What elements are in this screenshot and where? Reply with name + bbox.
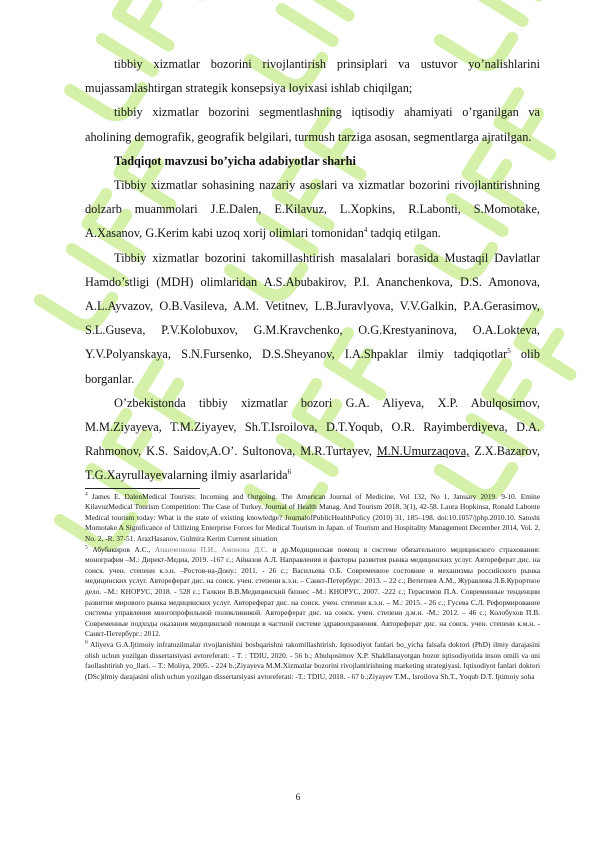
paragraph-4-text: Tibbiy xizmatlar bozorini takomillashtirish masalalari borasida Mustaqil Davlatlar Hamdo’stligi (MDH) olimlaridan A.S.Abubakirov, P.I. Ananchenkova, D.S. Amonova, A.L.Ayvazov, O.B.Vasileva, A.M. Vetitnev, L.B.Juravlyova, V.V.Galkin, P.A.Gerasimov, S.L.Guseva, P.V.Kolobuxov, G.M.Kravchenko, O.G.Krestyaninova, O.A.Lokteva, Y.V.Polyanskaya, S.N.Fursenko, D.S.Sheyanov, I.A.Shpaklar ilmiy tadqiqotlar (85, 250, 540, 362)
footnote-6-number: 6 (85, 639, 88, 646)
paragraph-4-end: olib borganlar. (85, 347, 540, 386)
document-page (85, 52, 540, 682)
section-heading: Tadqiqot mavzusi bo’yicha adabiyotlar sharhi (114, 153, 356, 168)
footnote-4-number: 4 (85, 491, 88, 498)
paragraph-3-text: Tibbiy xizmatlar sohasining nazariy asoslari va xizmatlar bozorini rivojlantirishning dolzarb muammolari J.E.Dalen, E.Kilavuz, L.Xopkins, R.Labonti, S.Momotake, A.Xasanov, G.Kerim kabi uzoq xorij olimlari tomonidan (85, 178, 540, 241)
footnote-ref-6[interactable]: 6 (287, 468, 292, 477)
footnote-ref-5[interactable]: 5 (507, 347, 511, 356)
footnote-separator (85, 488, 200, 489)
paragraph-4 (85, 246, 540, 391)
page-number: 6 (295, 793, 301, 803)
footnote-5-text-b: и др.Медицинская помощ в системе обязательного медицинского страхования: монография –М.: Директ-Медиа, 2019. -167 с.; Айвазов А.Л. Направления и факторы развития рынка медицинских услуг. Автореферат дис. на соиск. учен. степени к.э.н. –Ростов-на-Дону.: 2011. - 26 с.; Васильева О.Б. Современное состояние и механизмы российского рынка медицинских услуг. Автореферат дис. на соиск. учен. степени к.э.н. – Санкт-Петербург.: 2013. – 22 с.; Ветитнев А.М., Журавлева Л.Б.Курортное дело. –М.: КНОРУС, 2018. - 528 с.; Галкин В.В.Медицинский бизнес –М.: КНОРУС, 2007. -222 с.; Герасимов П.А. Современные тенденции развития мирового рынка медицинских услуг. Автореферат дис. на соиск. учен. степени к.э.н. – М.: 2015. - 26 с.; Гусева С.Л. Реформирование системы управления многопрофильной поликлиникой. Автореферат дис. на соиск. учен. степени д.м.н. -М.: 2012. – 46 с.; Колобухов П.В. Современные подходы оказания медицинской помощи в частной системе здравоохранения. Автореферат дис. на соиск. учен. степени к.м.н. - Санкт-Петербург.: 2012. (85, 544, 540, 639)
footnote-5 (85, 545, 540, 640)
footnote-4 (85, 492, 540, 545)
footnote-5-text-a: Абубакиров А.С., (92, 544, 151, 554)
footnote-4-text: James E. DalenMedical Tourists: Incoming and Outgoing. The American Journal of Medicine, Vol 132, No 1, January 2019. 9-10. Emine KilavuzMedical Tourism Competition: The Case of Turkey. Journal of Health Manag. And Tourism 2018, 3(1), 42-58. Laura Hopkinsa, Ronald Labonte Medical tourism today: What is the state of existing knowledge? JournalofPublicHealthPolicy (2010) 31, 185–198. doi:10.1057/jphp.2010.10. Satoshi Momotake A Significance of Utilizing Enterprise Forces for Medical Tourism in Japan. of Tourism and Hospitality Management December 2014, Vol. 2, No. 2, -R. 37-51. ArazHasanov, Gulmira Kerim Current situation (85, 491, 540, 544)
paragraph-5-end: Z.X.Bazarov, T.G.Xayrullayevalarning ilmiy asarlarida (85, 444, 541, 483)
footnote-ref-4[interactable]: 4 (363, 226, 368, 235)
paragraph-5-text: O’zbekistonda tibbiy xizmatlar bozori G.A. Aliyeva, X.P. Abulqosimov, M.M.Ziyayeva, T.M.Ziyayev, Sh.T.Isroilova, D.T.Yoqub, O.R. Rayimberdiyeva, D.A. Rahmonov, K.S. Saidov,A.O’. Sultonova, M.R.Turtayev, (85, 395, 540, 459)
paragraph-2: tibbiy xizmatlar bozorini segmentlashning iqtisodiy ahamiyati o’rganilgan va aholining demografik, geografik belgilari, turmush tarziga asosan, segmentlarga ajratilgan. (85, 105, 540, 144)
footnote-5-number: 5 (85, 544, 88, 551)
footnote-5-text-gray: Ананченкова П.И., Амонова Д.С. (150, 544, 268, 554)
paragraph-3 (85, 173, 540, 246)
paragraph-1: tibbiy xizmatlar bozorini rivojlantirish prinsiplari va ustuvor yo’nalishlarini mujassamlashtirgan strategik konsepsiya loyixasi ishlab chiqilgan; (85, 57, 540, 96)
footnote-6 (85, 640, 540, 682)
paragraph-5 (85, 391, 540, 488)
paragraph-3-end: tadqiq etilgan. (367, 226, 441, 241)
footnote-6-text: Aliyeva G.A.Ijtimoiy infratuzilmalar rivojlanishini boshqarishni takomillashtirish. Iqtisodiyot fanlari bo_yicha falsafa doktori (PhD) ilmiy darajasini olish uchun yozilgan dissertatsiyasi avtoreferati: - T. : TDIU, 2020. - 56 b.; Abulqosimov X.P. Shakllanayotgan bozor iqtisodiyotida inson omili va uni faollashtirish yo_llari. – T.: Moliya, 2005. - 224 b.;Ziyayeva M.M.Xizmatlar bozorini rivojlantirishning marketing strategiyasi. Iqtisodiyot fanlari doktori (DSc)ilmiy darajasini olish uchun yozilgan dissertatsiyasi avtoreferati: -T.: TDIU, 2018. - 67 b.;Ziyayev T.M., Isroilova Sh.T., Yoqub D.T. Ijtimoiy soha (85, 639, 540, 681)
underlined-name: M.N.Umurzaqova, (376, 444, 470, 459)
